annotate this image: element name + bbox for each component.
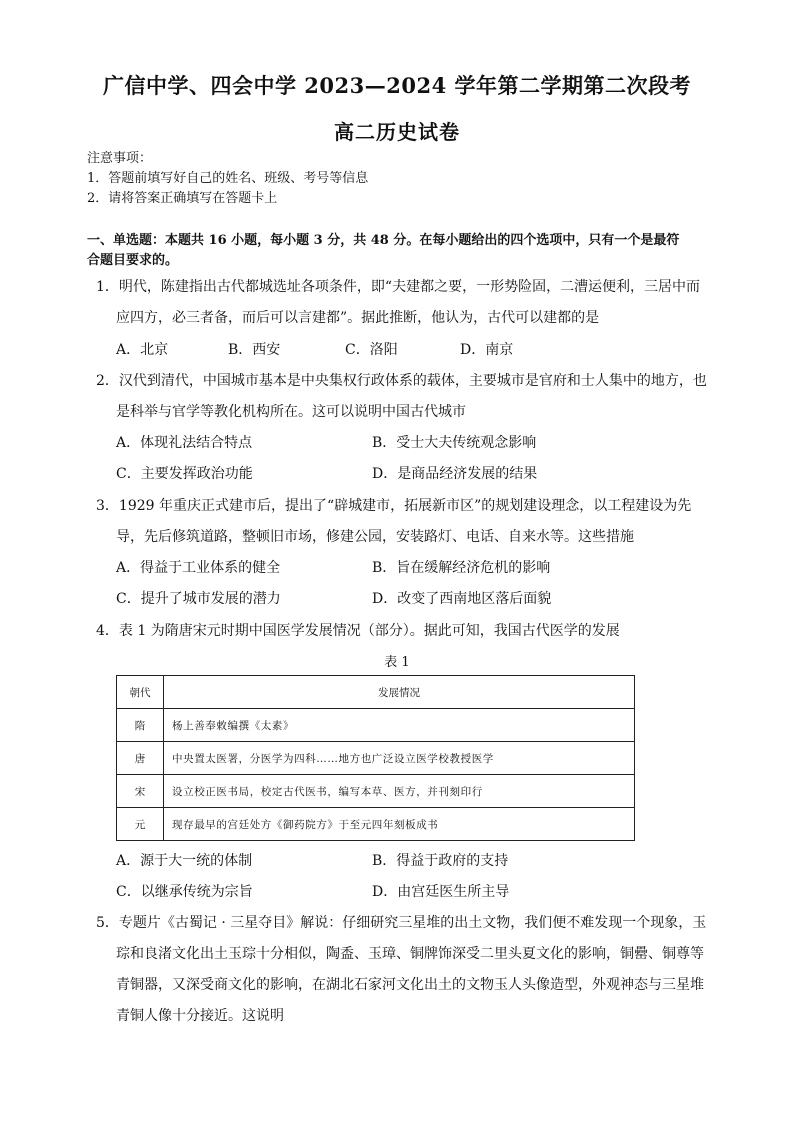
question-4-option-c: C．以继承传统为宗旨 [116,884,253,900]
table-row [117,775,635,808]
question-1-option-a: A．北京 [116,342,169,358]
question-1-text: 应四方，必三者备，而后可以言建都”。据此推断，他认为，古代可以建都的是 [116,310,600,326]
exam-title: 广信中学、四会中学 2023—2024 学年第二学期第二次段考 [102,73,691,98]
table-cell: 设立校正医书局，校定古代医书，编写本草、医方，并刊刻印行 [164,775,635,808]
table-header-cell: 发展情况 [164,676,635,709]
question-4-option-b: B．得益于政府的支持 [372,853,509,869]
section-instruction-line: 合题目要求的。 [87,253,179,268]
table-cell: 隋 [117,709,164,742]
note-item: 2．请将答案正确填写在答题卡上 [87,191,278,206]
question-2-option-c: C．主要发挥政治功能 [116,466,253,482]
table-row [117,808,635,841]
table-header-cell: 朝代 [117,676,164,709]
question-1-text: 1．明代，陈建指出古代都城选址各项条件，即“夫建都之要，一形势险固，二漕运便利，三居中而 [96,279,701,295]
table-caption: 表 1 [384,655,410,670]
question-4-option-d: D．由宫廷医生所主导 [372,884,510,900]
question-3-option-a: A．得益于工业体系的健全 [116,560,281,576]
question-3-option-c: C．提升了城市发展的潜力 [116,591,281,607]
table-cell: 杨上善奉敕编撰《太素》 [164,709,635,742]
question-3-text: 导，先后修筑道路，整顿旧市场，修建公园，安装路灯、电话、自来水等。这些措施 [116,529,634,545]
table-row [117,709,635,742]
question-1-option-b: B．西安 [228,342,281,358]
question-4-text: 4．表 1 为隋唐宋元时期中国医学发展情况（部分）。据此可知，我国古代医学的发展 [96,623,620,639]
table-cell: 元 [117,808,164,841]
note-item: 1．答题前填写好自己的姓名、班级、考号等信息 [87,171,369,186]
question-5-text: 琮和良渚文化出土玉琮十分相似，陶盉、玉璋、铜牌饰深受二里头夏文化的影响，铜罍、铜尊等 [116,946,704,962]
question-2-option-d: D．是商品经济发展的结果 [372,466,538,482]
question-3-text: 3．1929 年重庆正式建市后，提出了“辟城建市，拓展新市区”的规划建设理念，以工程建设为先 [96,498,692,514]
section-instruction-line: 一、单选题：本题共 16 小题，每小题 3 分，共 48 分。在每小题给出的四个选项中，只有一个是最符 [87,233,680,248]
question-2-text: 是科举与官学等教化机构所在。这可以说明中国古代城市 [116,404,466,420]
question-4-option-a: A．源于大一统的体制 [116,853,253,869]
question-2-option-b: B．受士大夫传统观念影响 [372,435,537,451]
question-3-option-d: D．改变了西南地区落后面貌 [372,591,552,607]
question-5-text: 青铜人像十分接近。这说明 [116,1008,284,1024]
table-cell: 宋 [117,775,164,808]
question-5-text: 青铜器，又深受商文化的影响，在湖北石家河文化出土的文物玉人头像造型，外观神态与三星堆 [116,977,704,993]
question-1-option-c: C．洛阳 [345,342,398,358]
question-1-option-d: D．南京 [460,342,514,358]
question-5-text: 5．专题片《古蜀记 · 三星夺目》解说：仔细研究三星堆的出土文物，我们便不难发现一个现象，玉 [96,915,707,931]
question-3-option-b: B．旨在缓解经济危机的影响 [372,560,551,576]
table-cell: 现存最早的宫廷处方《御药院方》于至元四年刻板成书 [164,808,635,841]
table-cell: 中央置太医署，分医学为四科……地方也广泛设立医学校教授医学 [164,742,635,775]
table-cell: 唐 [117,742,164,775]
notes-heading: 注意事项： [87,151,153,166]
exam-subtitle: 高二历史试卷 [334,120,460,144]
medicine-table [116,675,635,841]
question-2-text: 2．汉代到清代，中国城市基本是中央集权行政体系的载体，主要城市是官府和士人集中的地方，也 [96,373,707,389]
table-header-row [117,676,635,709]
question-2-option-a: A．体现礼法结合特点 [116,435,253,451]
table-row [117,742,635,775]
